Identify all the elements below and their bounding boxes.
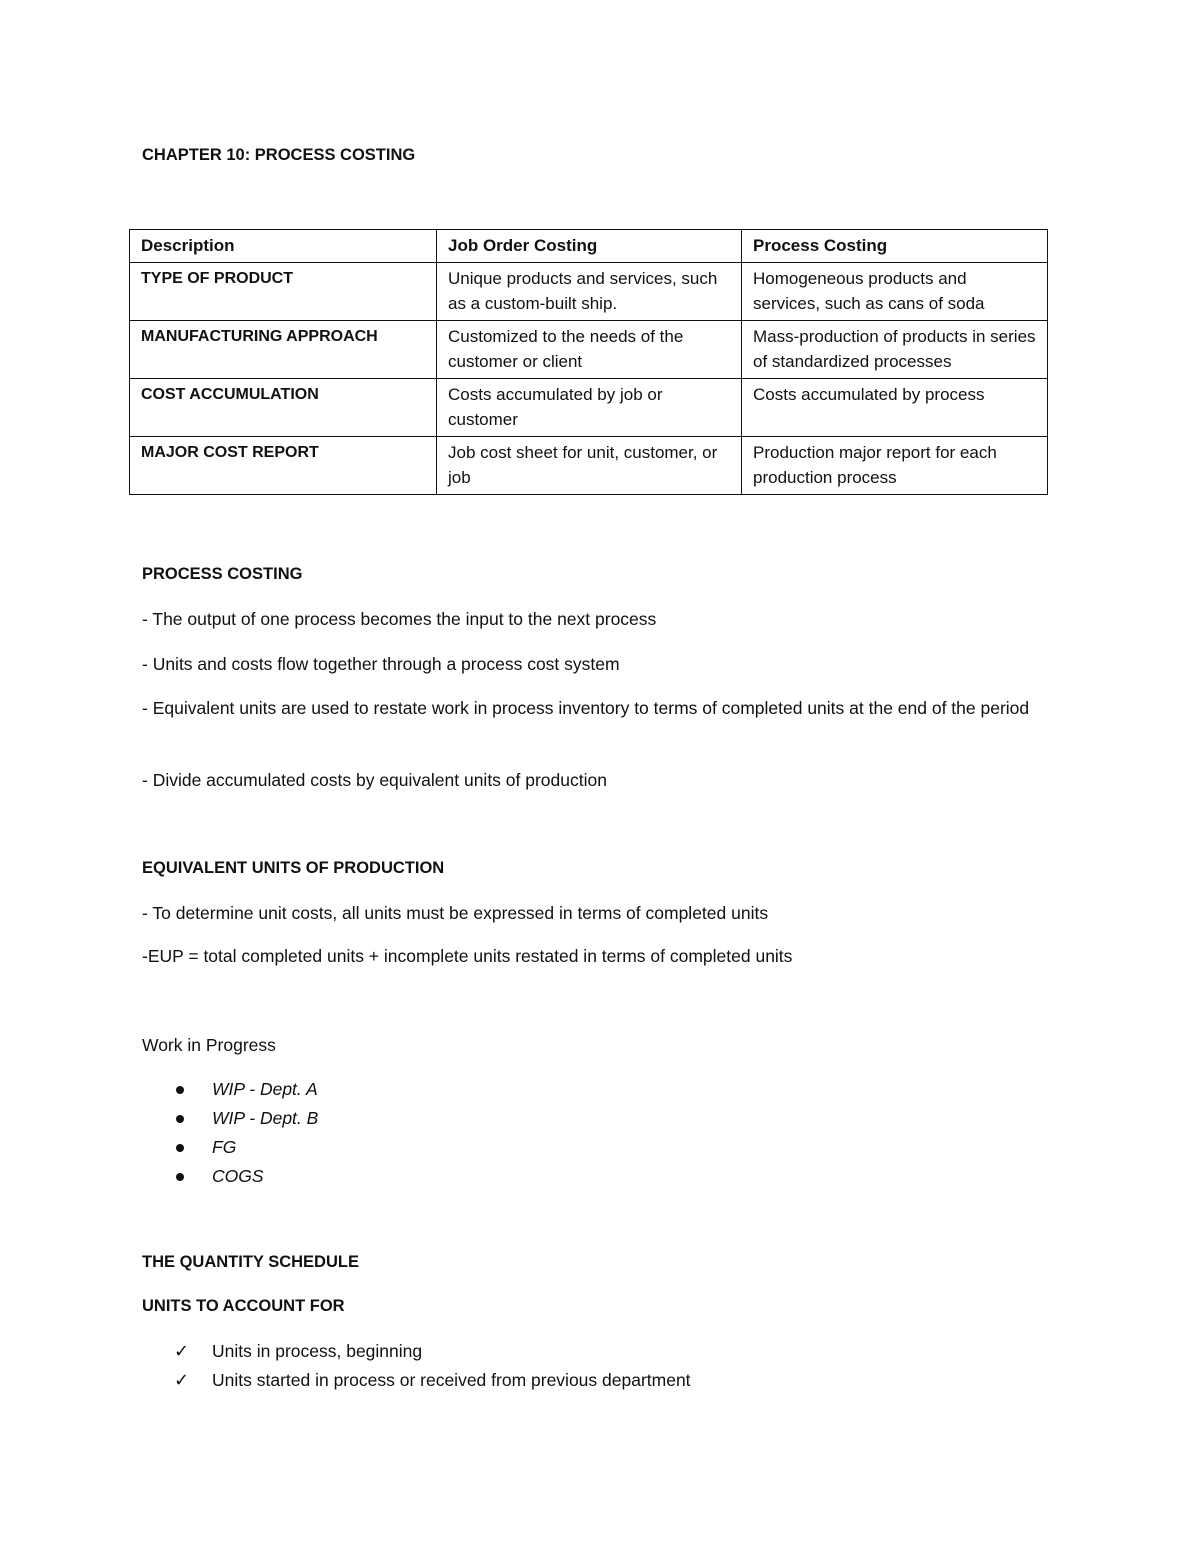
header-job-order-costing: Job Order Costing (437, 230, 742, 263)
table-row (130, 262, 1048, 320)
row-job-order: Costs accumulated by job or customer (437, 378, 742, 436)
units-to-account-for-heading: UNITS TO ACCOUNT FOR (142, 1297, 345, 1315)
row-job-order: Job cost sheet for unit, customer, or job (437, 436, 742, 494)
process-costing-point: - The output of one process becomes the input to the next process (142, 609, 657, 629)
list-item-text: Units started in process or received from previous department (212, 1370, 691, 1390)
list-item-text: COGS (212, 1166, 264, 1186)
equivalent-units-heading: EQUIVALENT UNITS OF PRODUCTION (142, 859, 445, 877)
bullet-icon (176, 1115, 184, 1123)
process-costing-heading: PROCESS COSTING (142, 565, 303, 583)
header-process-costing: Process Costing (742, 230, 1048, 263)
table-header-row (130, 230, 1048, 263)
comparison-table (129, 229, 1048, 495)
list-item-text: Units in process, beginning (212, 1341, 423, 1361)
row-description: TYPE OF PRODUCT (130, 262, 437, 320)
equivalent-units-point: - To determine unit costs, all units must be expressed in terms of completed units (142, 903, 769, 923)
row-job-order: Unique products and services, such as a custom-built ship. (437, 262, 742, 320)
list-item-text: WIP - Dept. A (212, 1079, 318, 1099)
process-costing-point: - Equivalent units are used to restate work in process inventory to terms of completed units at the end of the period (142, 698, 1030, 718)
row-process: Production major report for each production process (742, 436, 1048, 494)
work-in-progress-label: Work in Progress (142, 1035, 276, 1055)
bullet-icon (176, 1173, 184, 1181)
list-item-text: FG (212, 1137, 237, 1157)
row-process: Costs accumulated by process (742, 378, 1048, 436)
quantity-schedule-heading: THE QUANTITY SCHEDULE (142, 1253, 359, 1271)
checkmark-icon: ✓ (174, 1370, 190, 1390)
chapter-title: CHAPTER 10: PROCESS COSTING (142, 146, 416, 164)
table-row (130, 378, 1048, 436)
row-description: COST ACCUMULATION (130, 378, 437, 436)
row-description: MAJOR COST REPORT (130, 436, 437, 494)
row-description: MANUFACTURING APPROACH (130, 320, 437, 378)
table-row (130, 320, 1048, 378)
equivalent-units-point: -EUP = total completed units + incomplete units restated in terms of completed units (142, 946, 793, 966)
header-description: Description (130, 230, 437, 263)
process-costing-point: - Units and costs flow together through a process cost system (142, 654, 620, 674)
checkmark-icon: ✓ (174, 1341, 190, 1361)
bullet-icon (176, 1144, 184, 1152)
row-process: Mass-production of products in series of standardized processes (742, 320, 1048, 378)
row-process: Homogeneous products and services, such as cans of soda (742, 262, 1048, 320)
process-costing-point: - Divide accumulated costs by equivalent units of production (142, 770, 607, 790)
bullet-icon (176, 1086, 184, 1094)
row-job-order: Customized to the needs of the customer or client (437, 320, 742, 378)
table-row (130, 436, 1048, 494)
list-item-text: WIP - Dept. B (212, 1108, 319, 1128)
